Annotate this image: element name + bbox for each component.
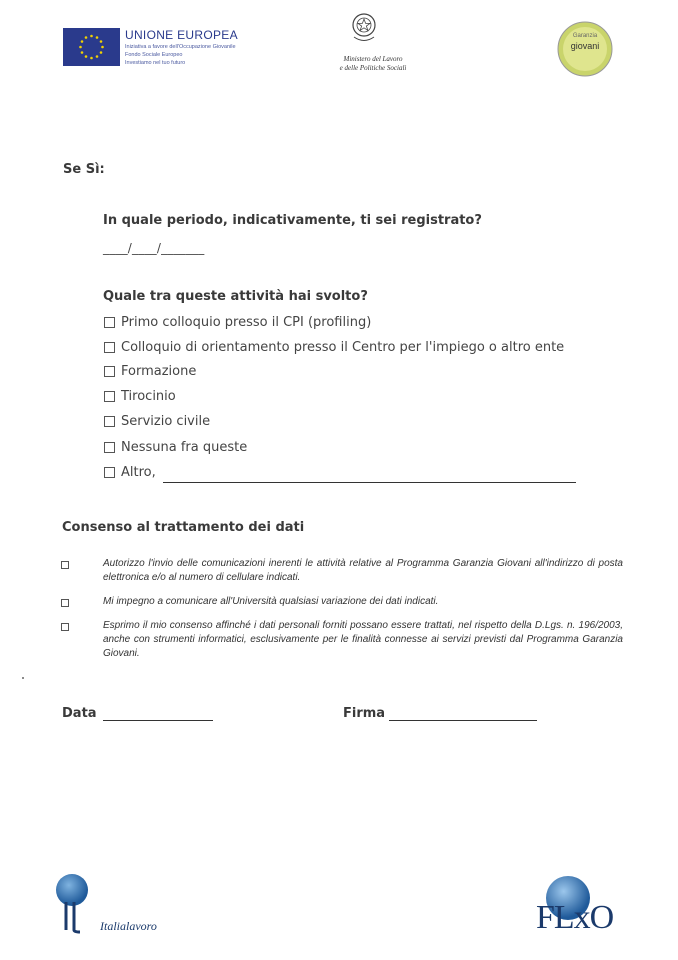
firma-signature-line[interactable] bbox=[389, 720, 537, 721]
data-signature-line[interactable] bbox=[103, 720, 213, 721]
italian-republic-emblem-icon bbox=[350, 10, 378, 50]
consent-text-esprimo: Esprimo il mio consenso affinché i dati personali forniti possano essere trattati, nel rispetto della D.Lgs. n. 196/2003, anche con strumenti informatici, esclusivamente per le finalità connesse ai servizi previsti dal Programma Garanzia Giovani. bbox=[103, 620, 623, 659]
se-si-heading: Se Sì: bbox=[63, 162, 105, 177]
checkbox[interactable] bbox=[104, 467, 115, 478]
checkbox[interactable] bbox=[104, 442, 115, 453]
checkbox[interactable] bbox=[104, 366, 115, 377]
eu-flag-logo bbox=[63, 28, 120, 66]
option-tirocinio[interactable]: Tirocinio bbox=[104, 389, 176, 404]
question-attivita: Quale tra queste attività hai svolto? bbox=[103, 289, 368, 304]
checkbox[interactable] bbox=[104, 342, 115, 353]
giovani-label: giovani bbox=[570, 41, 600, 51]
stray-dot bbox=[22, 677, 24, 679]
consent-text-autorizzo: Autorizzo l'invio delle comunicazioni inerenti le attività relative al Programma Garanzia Giovani all'indirizzo di posta elettronica e/o al numero di cellulare indicati. bbox=[103, 558, 623, 583]
checkbox[interactable] bbox=[104, 416, 115, 427]
option-primo-colloquio[interactable]: Primo colloquio presso il CPI (profiling) bbox=[104, 315, 371, 330]
checkbox[interactable] bbox=[104, 317, 115, 328]
italia-lavoro-logo-icon bbox=[52, 872, 102, 938]
garanzia-label: Garanzia bbox=[572, 33, 598, 39]
data-label: Data bbox=[62, 706, 97, 721]
question-periodo: In quale periodo, indicativamente, ti sei registrato? bbox=[103, 213, 482, 228]
eu-title: UNIONE EUROPEA bbox=[125, 28, 238, 42]
option-altro[interactable]: Altro, bbox=[104, 465, 156, 480]
consent-checkbox[interactable] bbox=[61, 561, 69, 569]
ministry-logo-text: Ministero del Lavoro e delle Politiche Sociali bbox=[339, 55, 407, 72]
checkbox[interactable] bbox=[104, 391, 115, 402]
consent-checkbox[interactable] bbox=[61, 599, 69, 607]
italia-lavoro-text: Italialavoro bbox=[100, 919, 157, 933]
eu-subtitle-line: Iniziativa a favore dell'Occupazione Giovanile bbox=[125, 44, 236, 50]
consent-heading: Consenso al trattamento dei dati bbox=[62, 520, 305, 535]
option-formazione[interactable]: Formazione bbox=[104, 364, 196, 379]
consent-checkbox[interactable] bbox=[61, 623, 69, 631]
flxo-text: FLxO bbox=[536, 899, 614, 936]
consent-text-impegno: Mi impegno a comunicare all'Università qualsiasi variazione dei dati indicati. bbox=[103, 596, 439, 607]
firma-label: Firma bbox=[343, 706, 386, 721]
option-nessuna[interactable]: Nessuna fra queste bbox=[104, 440, 247, 455]
date-fill-field[interactable]: ____/____/_______ bbox=[103, 241, 205, 255]
altro-text-line[interactable] bbox=[163, 482, 576, 483]
eu-subtitle-line: Investiamo nel tuo futuro bbox=[125, 60, 186, 66]
option-servizio-civile[interactable]: Servizio civile bbox=[104, 414, 210, 429]
eu-subtitle-line: Fondo Sociale Europeo bbox=[125, 52, 183, 58]
option-colloquio-orientamento[interactable]: Colloquio di orientamento presso il Centro per l'impiego o altro ente bbox=[104, 340, 564, 355]
